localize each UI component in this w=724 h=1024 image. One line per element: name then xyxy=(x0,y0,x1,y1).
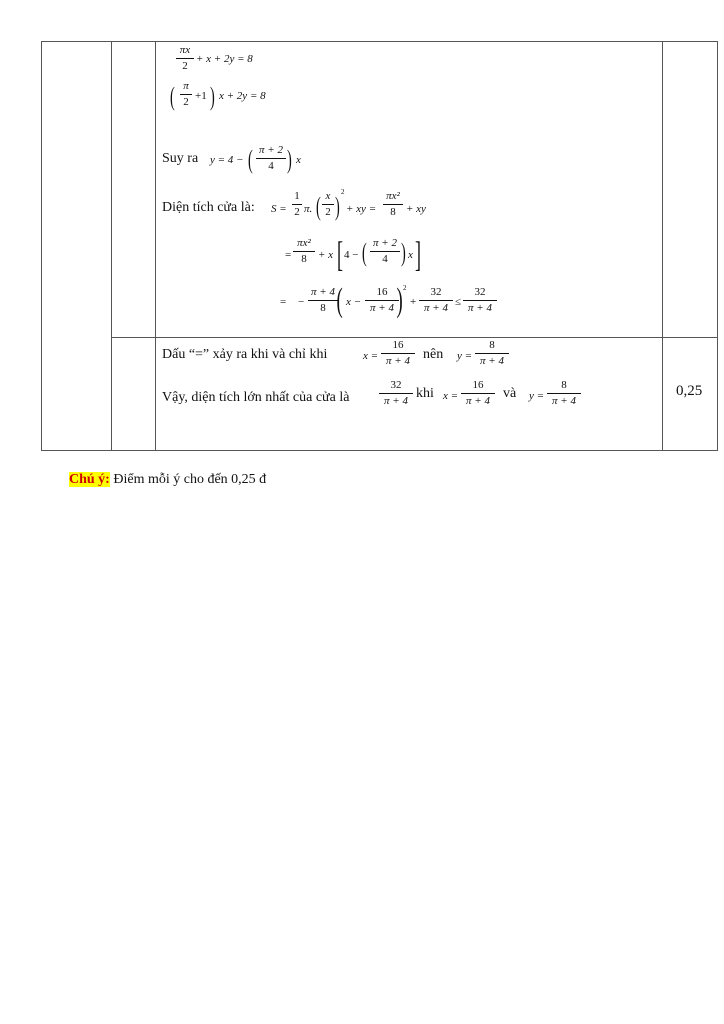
left-paren: ( xyxy=(336,282,343,319)
left-paren: ( xyxy=(315,192,321,221)
fraction: 8 π + 4 xyxy=(547,379,581,408)
equation-2-rest: x + 2y = 8 xyxy=(219,90,266,102)
x-minus: x − xyxy=(346,296,362,308)
right-paren: ) xyxy=(400,238,406,267)
fraction: 8 π + 4 xyxy=(475,339,509,368)
fraction: 16 π + 4 xyxy=(365,286,399,315)
fraction: 1 2 xyxy=(292,190,302,219)
left-bracket: [ xyxy=(337,234,343,274)
column-divider xyxy=(155,42,156,450)
row-divider xyxy=(111,337,717,338)
area-tail: + xy xyxy=(406,203,426,215)
fraction: π + 2 4 xyxy=(370,237,400,266)
equals-sign: = xyxy=(285,249,292,261)
suy-ra-tail: x xyxy=(296,154,301,166)
equation-1-rest: + x + 2y = 8 xyxy=(196,53,253,65)
exponent: 2 xyxy=(403,284,407,292)
less-or-equal: ≤ xyxy=(455,296,462,308)
equality-y-lhs: y = xyxy=(457,350,473,362)
plus-x: + x xyxy=(318,249,334,261)
area-mid: + xy = xyxy=(346,203,377,215)
area-lhs: S = xyxy=(271,203,287,215)
suy-ra-lhs: y = 4 − xyxy=(210,154,244,166)
fraction: πx² 8 xyxy=(383,190,403,219)
score-value: 0,25 xyxy=(676,383,703,399)
fraction: 32 π + 4 xyxy=(463,286,497,315)
note-text: Điểm mỗi ý cho đến 0,25 đ xyxy=(109,472,267,487)
fraction: 16 π + 4 xyxy=(461,379,495,408)
left-paren: ( xyxy=(247,145,253,174)
suy-ra-label: Suy ra xyxy=(162,151,199,166)
khi-word: khi xyxy=(416,386,434,401)
right-bracket: ] xyxy=(415,234,421,274)
plus-one: +1 xyxy=(195,90,207,102)
area-label: Diện tích cửa là: xyxy=(162,200,255,215)
right-paren: ) xyxy=(334,192,340,221)
minus-sign: − xyxy=(298,296,305,308)
fraction: 32 π + 4 xyxy=(419,286,453,315)
column-divider xyxy=(111,42,112,450)
conclusion-x-lhs: x = xyxy=(443,390,459,402)
plus-sign: + xyxy=(410,296,417,308)
nen-word: nên xyxy=(423,347,444,362)
column-divider xyxy=(662,42,663,450)
conclusion-text: Vậy, diện tích lớn nhất của cửa là xyxy=(162,390,350,405)
conclusion-y-lhs: y = xyxy=(529,390,545,402)
note-label: Chú ý: xyxy=(69,472,110,487)
fraction: π + 4 8 xyxy=(308,286,338,315)
pi-dot: π. xyxy=(304,203,313,215)
right-paren: ) xyxy=(286,145,292,174)
equality-x-lhs: x = xyxy=(363,350,379,362)
equals-sign: = xyxy=(280,296,287,308)
fraction: 16 π + 4 xyxy=(381,339,415,368)
fraction: πx² 8 xyxy=(293,237,315,266)
left-paren: ( xyxy=(361,238,367,267)
left-paren: ( xyxy=(169,82,175,111)
right-paren: ) xyxy=(396,282,403,319)
footnote xyxy=(69,472,266,488)
fraction: πx 2 xyxy=(176,44,194,73)
fraction: π + 2 4 xyxy=(256,144,286,173)
line2-tail: x xyxy=(408,249,413,261)
va-word: và xyxy=(503,386,517,401)
fraction: 32 π + 4 xyxy=(379,379,413,408)
right-paren: ) xyxy=(209,82,215,111)
fraction: x 2 xyxy=(322,190,334,219)
exponent: 2 xyxy=(341,188,345,196)
fraction: π 2 xyxy=(180,80,192,109)
equality-text: Dấu “=” xảy ra khi và chỉ khi xyxy=(162,347,328,362)
four-minus: 4 − xyxy=(344,249,359,261)
